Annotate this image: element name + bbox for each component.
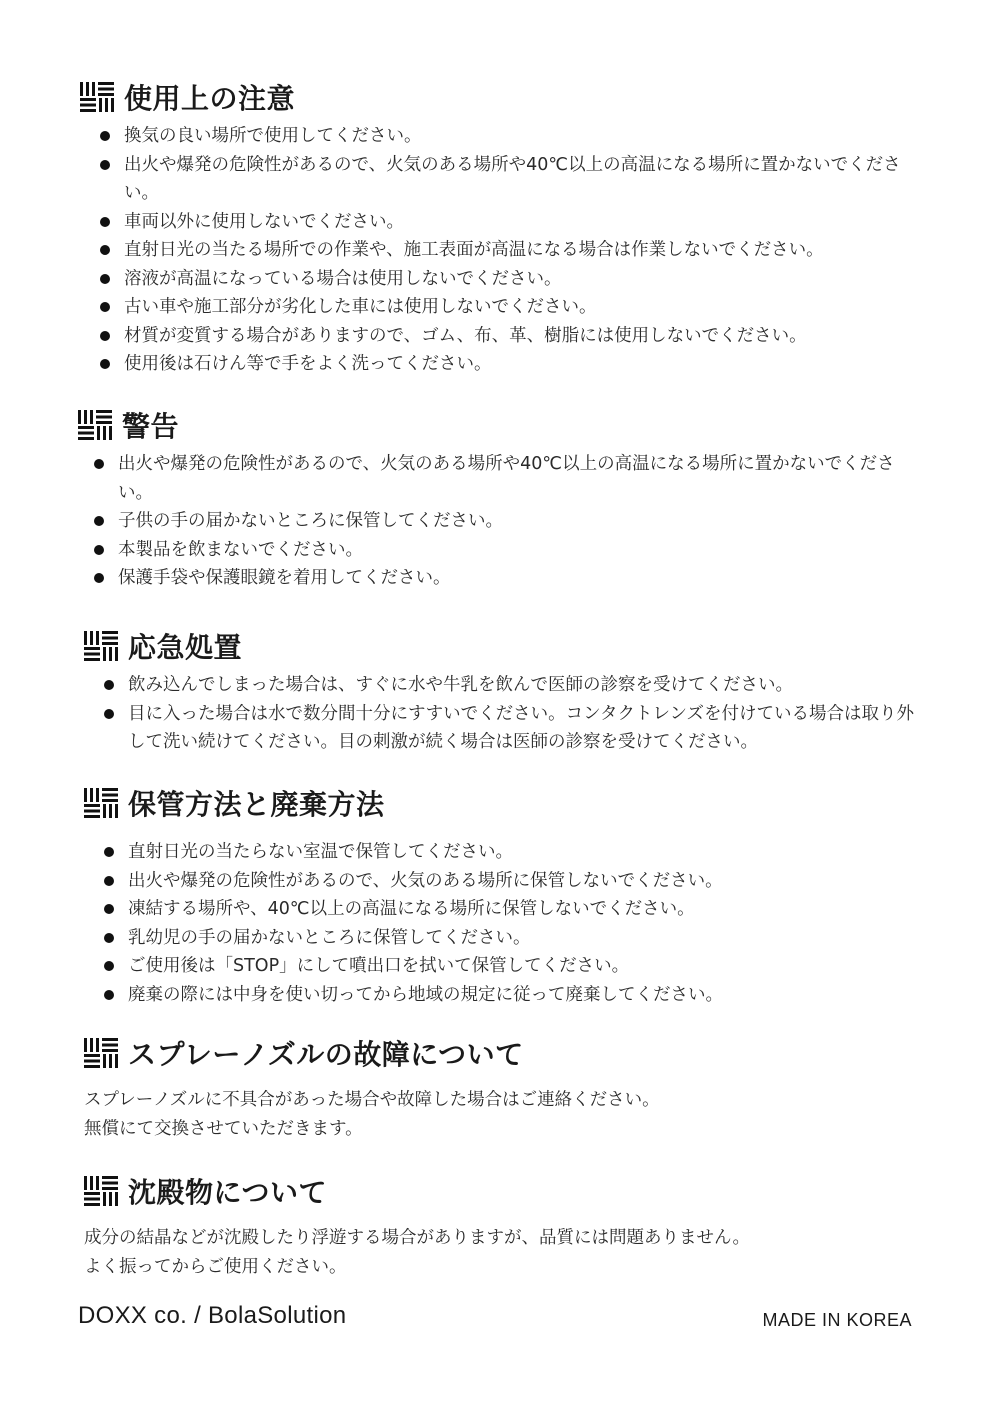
bullet-icon — [104, 876, 114, 886]
section-title: 保管方法と廃棄方法 — [128, 788, 385, 821]
bullet-icon — [104, 709, 114, 719]
bullet-icon — [100, 359, 110, 369]
bullet-icon — [100, 131, 110, 141]
bullet-icon — [104, 847, 114, 857]
bullet-icon — [94, 573, 104, 583]
list-item: 凍結する場所や、40℃以上の高温になる場所に保管しないでください。 — [104, 895, 916, 924]
paragraph — [84, 1224, 920, 1281]
list-item: 子供の手の届かないところに保管してください。 — [94, 507, 914, 536]
section-heading — [84, 1172, 920, 1210]
section-title: 沈殿物について — [128, 1176, 327, 1209]
section-first-aid — [84, 627, 920, 757]
section-warning — [78, 406, 918, 593]
bullet-icon — [94, 516, 104, 526]
list-item: 廃棄の際には中身を使い切ってから地域の規定に従って廃棄してください。 — [104, 981, 916, 1010]
section-title: 使用上の注意 — [124, 82, 296, 115]
list-item: 本製品を飲まないでください。 — [94, 536, 914, 565]
list-item: 出火や爆発の危険性があるので、火気のある場所や40℃以上の高温になる場所に置かないでください。 — [100, 151, 920, 208]
section-nozzle-malfunction — [84, 1034, 920, 1143]
section-marker-icon — [84, 1038, 118, 1068]
bullet-icon — [94, 545, 104, 555]
paragraph-line: スプレーノズルに不具合があった場合や故障した場合はご連絡ください。 — [84, 1090, 660, 1110]
paragraph-line: 成分の結晶などが沈殿したり浮遊する場合がありますが、品質には問題ありません。 — [84, 1228, 751, 1248]
bullet-icon — [100, 217, 110, 227]
bullet-icon — [100, 302, 110, 312]
list-item: 出火や爆発の危険性があるので、火気のある場所に保管しないでください。 — [104, 867, 916, 896]
section-heading — [80, 78, 920, 116]
section-marker-icon — [84, 788, 118, 818]
paragraph-line: よく振ってからご使用ください。 — [84, 1256, 347, 1277]
list-item: 使用後は石けん等で手をよく洗ってください。 — [100, 350, 920, 379]
section-marker-icon — [84, 1176, 118, 1206]
list-item: 出火や爆発の危険性があるので、火気のある場所や40℃以上の高温になる場所に置かないでください。 — [94, 450, 914, 507]
list-item: ご使用後は「STOP」にして噴出口を拭いて保管してください。 — [104, 952, 916, 981]
bullet-icon — [104, 961, 114, 971]
bullet-icon — [94, 459, 104, 469]
list-item: 溶液が高温になっている場合は使用しないでください。 — [100, 265, 920, 294]
list-item: 直射日光の当たらない室温で保管してください。 — [104, 838, 916, 867]
section-title: スプレーノズルの故障について — [128, 1038, 524, 1071]
bullet-icon — [104, 680, 114, 690]
bullet-icon — [100, 160, 110, 170]
company-name: DOXX co. / BolaSolution — [78, 1302, 347, 1329]
list-item: 保護手袋や保護眼鏡を着用してください。 — [94, 564, 914, 593]
section-sediment — [84, 1172, 920, 1281]
list-item: 車両以外に使用しないでください。 — [100, 208, 920, 237]
section-heading — [84, 1034, 920, 1072]
list-item: 換気の良い場所で使用してください。 — [100, 122, 920, 151]
list-item: 直射日光の当たる場所での作業や、施工表面が高温になる場合は作業しないでください。 — [100, 236, 920, 265]
bullet-icon — [104, 904, 114, 914]
bullet-icon — [104, 990, 114, 1000]
section-usage-precautions — [80, 78, 920, 379]
section-title: 警告 — [122, 410, 180, 443]
paragraph-line: 無償にて交換させていただきます。 — [84, 1118, 363, 1139]
list-item: 乳幼児の手の届かないところに保管してください。 — [104, 924, 916, 953]
bullet-icon — [100, 274, 110, 284]
section-heading — [78, 406, 918, 444]
list-item: 古い車や施工部分が劣化した車には使用しないでください。 — [100, 293, 920, 322]
section-title: 応急処置 — [128, 631, 243, 664]
section-marker-icon — [78, 410, 112, 440]
bullet-icon — [100, 245, 110, 255]
paragraph — [84, 1086, 920, 1143]
country-of-origin: MADE IN KOREA — [762, 1310, 912, 1330]
list-item: 材質が変質する場合がありますので、ゴム、布、革、樹脂には使用しないでください。 — [100, 322, 920, 351]
section-heading — [84, 627, 920, 665]
bullet-icon — [104, 933, 114, 943]
section-storage-disposal — [84, 784, 920, 1009]
list-item: 飲み込んでしまった場合は、すぐに水や牛乳を飲んで医師の診察を受けてください。 — [104, 671, 916, 700]
section-marker-icon — [84, 631, 118, 661]
list-item: 目に入った場合は水で数分間十分にすすいでください。コンタクトレンズを付けている場合は取り外して洗い続けてください。目の刺激が続く場合は医師の診察を受けてください。 — [104, 700, 916, 757]
section-marker-icon — [80, 82, 114, 112]
section-heading — [84, 784, 920, 822]
bullet-icon — [100, 331, 110, 341]
